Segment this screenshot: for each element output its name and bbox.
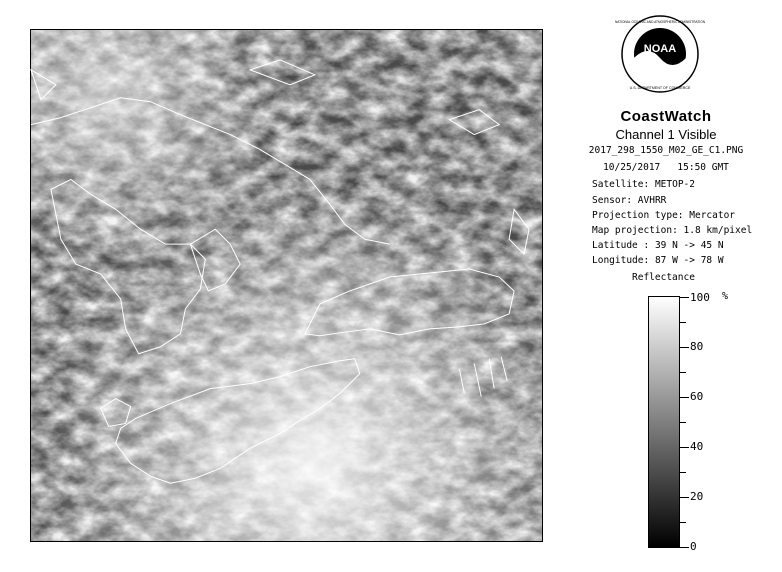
colorbar-tick	[680, 297, 689, 298]
logo-ring-text-bottom: U.S. DEPARTMENT OF COMMERCE	[629, 86, 691, 90]
metadata-value: 1.8 km/pixel	[683, 225, 753, 236]
metadata-value: 39 N -> 45 N	[654, 240, 724, 251]
metadata-value: 87 W -> 78 W	[654, 255, 724, 266]
colorbar-tick	[680, 322, 686, 323]
colorbar-tick-label: 60	[690, 390, 704, 403]
satellite-map-svg	[31, 30, 542, 541]
metadata-row	[592, 195, 666, 206]
metadata-label: Latitude :	[592, 240, 650, 251]
metadata-row	[592, 240, 724, 251]
metadata-value: Mercator	[689, 210, 736, 221]
metadata-label: Projection type:	[592, 210, 684, 221]
noaa-logo	[614, 14, 706, 94]
metadata-value: METOP-2	[654, 179, 695, 190]
metadata-label: Satellite:	[592, 179, 650, 190]
metadata-label: Map projection:	[592, 225, 678, 236]
colorbar-tick-label: 80	[690, 340, 704, 353]
brand-title: CoastWatch	[620, 108, 712, 125]
colorbar-tick	[680, 447, 689, 448]
colorbar-tick	[680, 497, 689, 498]
colorbar-tick-label: 0	[690, 540, 697, 553]
metadata-row	[592, 179, 695, 190]
colorbar-tick-label: 40	[690, 440, 704, 453]
colorbar-unit: %	[722, 291, 729, 302]
colorbar-tick	[680, 522, 686, 523]
metadata-label: Sensor:	[592, 195, 633, 206]
metadata-row	[592, 210, 735, 221]
image-filename: 2017_298_1550_M02_GE_C1.PNG	[588, 145, 744, 156]
colorbar-tick	[680, 422, 686, 423]
colorbar-tick-label: 20	[690, 490, 704, 503]
colorbar-tick	[680, 472, 686, 473]
metadata-label: Longitude:	[592, 255, 650, 266]
colorbar-tick	[680, 347, 689, 348]
bright-cloud-north	[31, 30, 542, 541]
colorbar-tick-label: 100	[690, 291, 710, 304]
satellite-image	[30, 29, 543, 542]
metadata-row	[592, 255, 724, 266]
colorbar-tick	[680, 397, 689, 398]
reflectance-colorbar	[648, 296, 680, 548]
image-datetime: 10/25/2017 15:50 GMT	[603, 162, 729, 173]
logo-acronym: NOAA	[643, 43, 677, 55]
channel-title: Channel 1 Visible	[615, 127, 717, 142]
metadata-value: AVHRR	[637, 195, 667, 206]
colorbar-tick	[680, 547, 689, 548]
metadata-row	[592, 225, 752, 236]
logo-ring-text-top: NATIONAL OCEANIC AND ATMOSPHERIC ADMINISTRATION	[614, 20, 706, 24]
colorbar-tick	[680, 372, 686, 373]
colorbar-title: Reflectance	[632, 272, 695, 283]
